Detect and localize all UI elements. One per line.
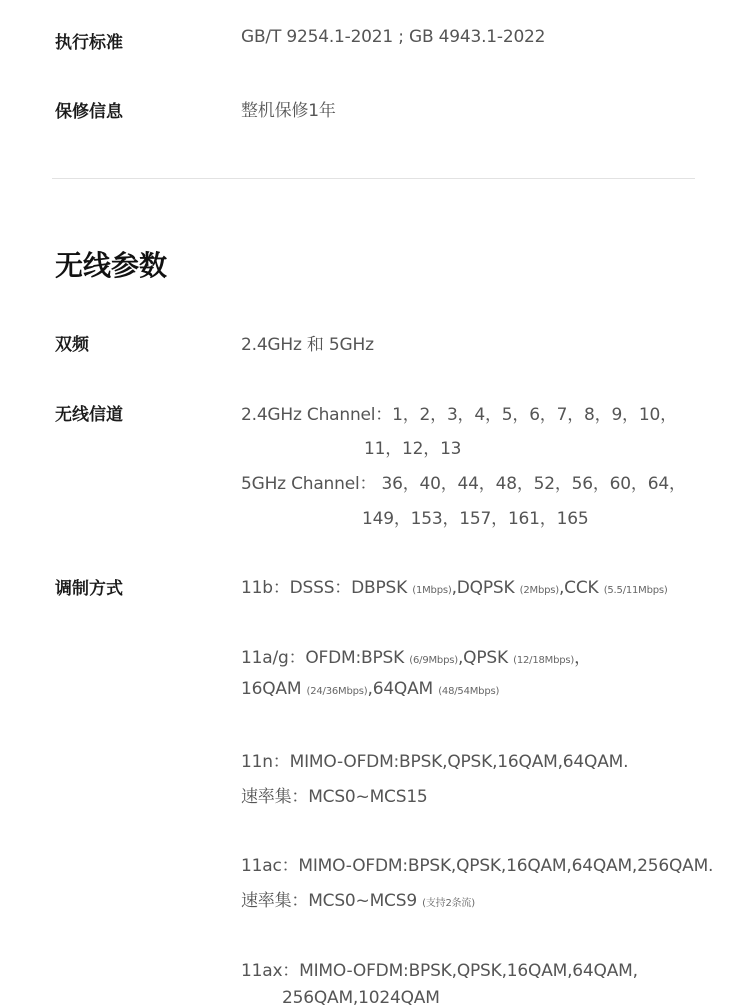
mod-11ag-small-1: (6/9Mbps)	[409, 655, 458, 666]
spec-value-warranty: 整机保修1年	[241, 101, 336, 121]
mod-11b-small-3: (5.5/11Mbps)	[603, 585, 668, 596]
mod-11ag-small-2: (12/18Mbps)	[513, 655, 575, 666]
channel-line-4: 149，153，157，161，165	[362, 509, 589, 529]
modulation-11n-line-1: 11n：MIMO-OFDM:BPSK,QPSK,16QAM,64QAM.	[241, 752, 629, 772]
mod-11ag-small-4: (24/36Mbps)	[306, 686, 368, 697]
spec-label-band: 双频	[55, 335, 89, 355]
spec-label-warranty: 保修信息	[55, 102, 123, 122]
mod-11ag-main-2: ,QPSK	[457, 648, 508, 668]
channel-line-3: 5GHz Channel： 36，40，44，48，52，56，60，64，	[241, 474, 686, 494]
mod-11b-small-1: (1Mbps)	[412, 585, 452, 596]
channel-line-2: 11，12，13	[364, 439, 462, 459]
mod-11ag-main-4: 16QAM	[241, 679, 302, 699]
section-title-wireless: 无线参数	[55, 249, 168, 282]
channel-line-1: 2.4GHz Channel：1，2，3，4，5，6，7，8，9，10，	[241, 405, 677, 425]
mod-11b-main-3: ,CCK	[558, 578, 599, 598]
modulation-11ax-line-1: 11ax：MIMO-OFDM:BPSK,QPSK,16QAM,64QAM,	[241, 961, 638, 981]
mod-11ag-small-5: (48/54Mbps)	[438, 686, 500, 697]
modulation-11ag-line-2	[241, 679, 499, 699]
mod-11ag-main-3: ，	[574, 648, 591, 668]
modulation-11n-line-2: 速率集：MCS0~MCS15	[241, 787, 428, 807]
mod-11b-small-2: (2Mbps)	[519, 585, 559, 596]
mod-11b-main-2: ,DQPSK	[451, 578, 515, 598]
mod-11ac-main: 速率集：MCS0~MCS9	[241, 891, 417, 911]
modulation-11ac-line-1: 11ac：MIMO-OFDM:BPSK,QPSK,16QAM,64QAM,256QAM.	[241, 856, 714, 876]
spec-label-modulation: 调制方式	[55, 579, 123, 599]
spec-value-band: 2.4GHz 和 5GHz	[241, 335, 374, 355]
modulation-11ag-line-1	[241, 643, 591, 668]
mod-11ag-main-1: 11a/g：OFDM:BPSK	[241, 648, 405, 668]
modulation-11ac-line-2	[241, 886, 475, 911]
spec-label-standard: 执行标准	[55, 33, 123, 53]
mod-11ac-small: (支持2条流)	[422, 898, 475, 909]
spec-label-channel: 无线信道	[55, 405, 123, 425]
modulation-11ax-line-2: 256QAM,1024QAM	[282, 988, 440, 1008]
mod-11ag-main-5: ,64QAM	[367, 679, 434, 699]
section-divider	[52, 178, 695, 179]
mod-11b-main-1: 11b：DSSS：DBPSK	[241, 578, 408, 598]
spec-value-standard: GB/T 9254.1-2021 ; GB 4943.1-2022	[241, 27, 546, 47]
modulation-11b	[241, 573, 668, 598]
